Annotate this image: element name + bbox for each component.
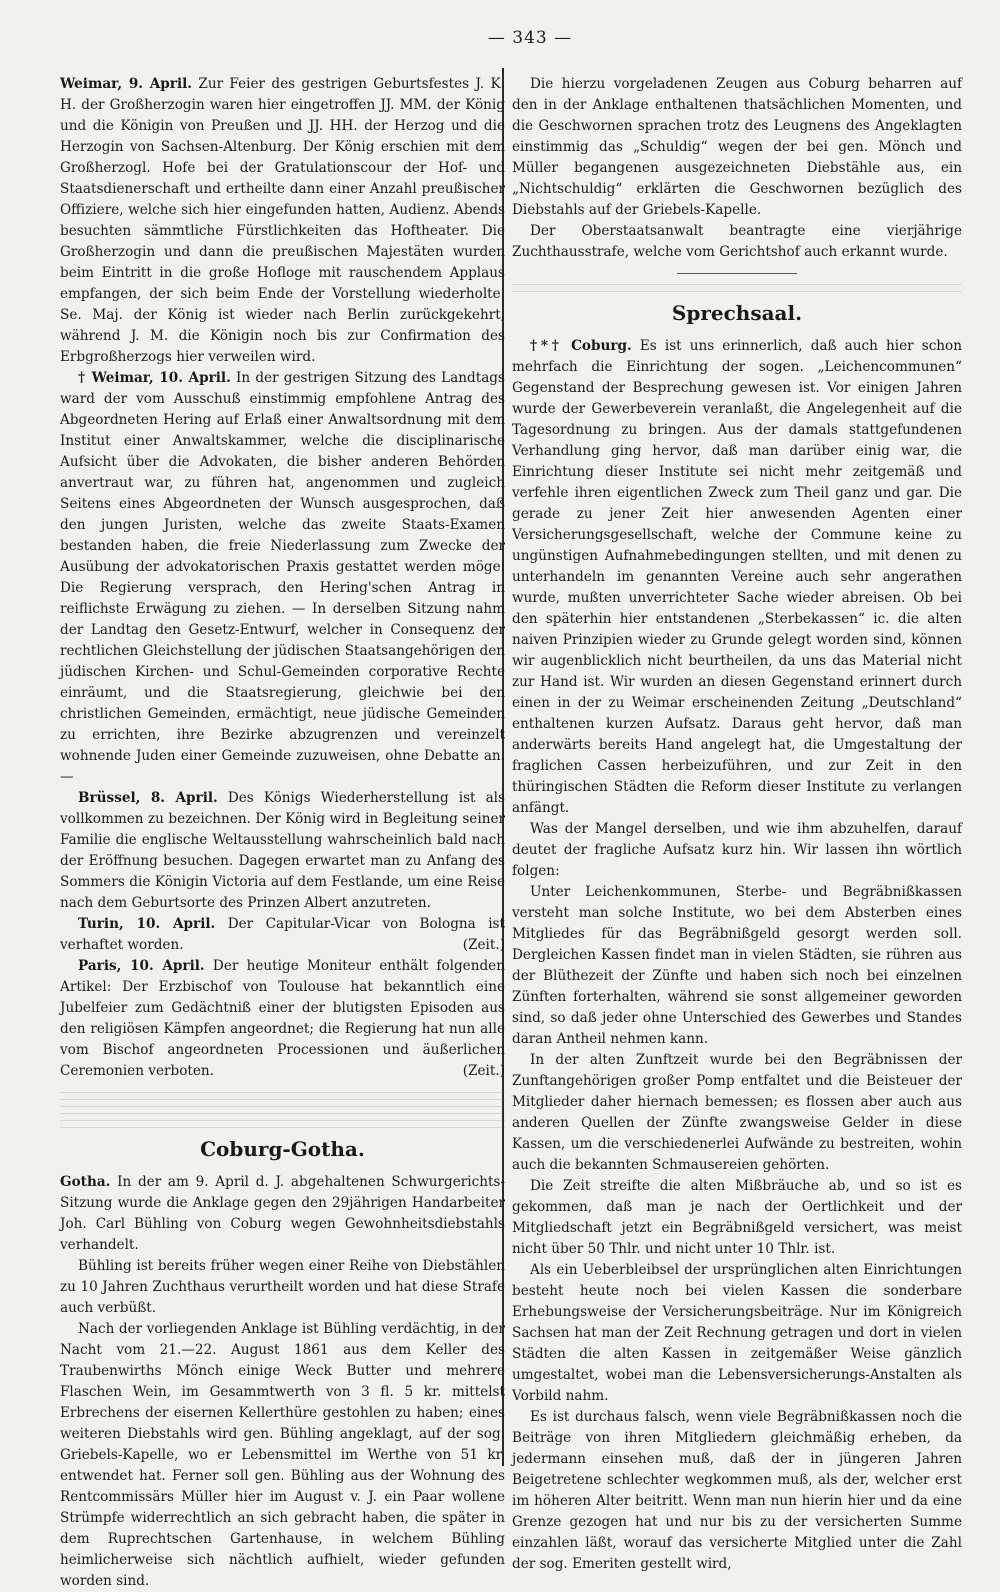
article-gotha	[60, 1172, 505, 1256]
dateline: Paris, 10. April.	[78, 958, 205, 974]
paragraph: Nach der vorliegenden Anklage ist Bühling verdächtig, in der Nacht vom 21.—22. August 1861 aus dem Keller des Traubenwirths Mönch einige Weck Butter und mehrere Flaschen Wein, im Gesammtwerth von 3 fl. 5 kr. mittelst Erbrechens der eisernen Kellerthüre gestohlen zu haben; eines weiteren Diebstahls wird gen. Bühling angeklagt, auf der sog. Griebels-Kapelle, wo er Lebensmittel im Werthe von 51 kr. entwendet hat. Ferner soll gen. Bühling aus der Wohnung des Rentcommissärs Müller hier im August v. J. ein Paar wollene Strümpfe widerrechtlich an sich gebracht haben, die später in dem Ruprechtschen Gartenhause, in welchem Bühling heimlicherweise sich nächtlich aufhielt, wieder gefunden worden sind.	[60, 1321, 505, 1589]
article-text: Zur Feier des gestrigen Geburtsfestes J. K. H. der Großherzogin waren hier eingetroffen JJ. MM. der König und die Königin von Preußen und JJ. HH. der Herzog und die Herzogin von Sachsen-Altenburg. Der König erschien mit dem Großherzogl. Hofe bei der Gratulationscour der Hof- und Staatsdienerschaft und ertheilte dann einer Anzahl preußischer Offiziere, welche sich hier eingefunden hatten, Audienz. Abends besuchten sämmtliche Fürstlichkeiten das Hoftheater. Die Großherzogin und dann die preußischen Majestäten wurden beim Eintritt in die große Hofloge mit rauschendem Applaus empfangen, der sich beim Ende der Vorstellung wiederholte. Se. Maj. der König ist wieder nach Berlin zurückgekehrt, während J. M. die Königin noch bis zur Confirmation des Erbgroßherzogs hier verweilen wird.	[60, 76, 505, 365]
article-text: Der Capitular-Vicar von Bologna ist verhaftet worden.	[60, 916, 505, 953]
paragraph: Die Zeit streifte die alten Mißbräuche ab, und so ist es gekommen, daß man je nach der Oertlichkeit und der Mitgliedschaft jetzt ein Begräbnißgeld versichert, was meist nicht über 50 Thlr. und nicht unter 10 Thlr. ist.	[512, 1178, 962, 1257]
paragraph: Als ein Ueberbleibsel der ursprünglichen alten Einrichtungen besteht heute noch bei vielen Kassen die sonderbare Erhebungsweise der Versicherungsbeiträge. Nur im Königreich Sachsen hat man der Zeit Rechnung getragen und dort in vielen Städten die alten Kassen in zeitgemäßer Weise gänzlich umgestaltet, wobei man die Lebensversicherungs-Anstalten als Vorbild nahm.	[512, 1262, 962, 1404]
article-text: Der heutige Moniteur enthält folgenden Artikel: Der Erzbischof von Toulouse hat bekanntlich eine Jubelfeier zum Gedächtniß einer der blutigsten Episoden aus den religiösen Kämpfen angeordnet; die Regierung hat nun alle vom Bischof angeordneten Processionen und äußerlichen Ceremonien verboten.	[60, 958, 505, 1079]
article-turin	[60, 914, 505, 956]
paragraph: Es ist durchaus falsch, wenn viele Begräbnißkassen noch die Beiträge von ihren Mitgliedern gleichmäßig erheben, da jedermann einsehen muß, daß der in jüngeren Jahren Beigetretene schlechter wegkommen muß, als der, welcher erst im höheren Alter beitritt. Wenn man nun hierin hier und da eine Grenze gezogen hat und nur bis zu der versicherten Summe einzahlen läßt, worauf das versicherte Mitglied unter die Zahl der sog. Emeriten gestellt wird,	[512, 1409, 962, 1572]
paragraph: Bühling ist bereits früher wegen einer Reihe von Diebstählen zu 10 Jahren Zuchthaus verurtheilt worden und hat diese Strafe auch verbüßt.	[60, 1258, 505, 1316]
right-column	[512, 74, 962, 1575]
article-coburg-leichencommunen	[512, 336, 962, 819]
paragraph: Was der Mangel derselben, und wie ihm abzuhelfen, darauf deutet der fragliche Aufsatz kurz hin. Wir lassen ihn wörtlich folgen:	[512, 821, 962, 879]
source-note: (Zeit.)	[462, 1063, 505, 1079]
article-text: Es ist uns erinnerlich, daß auch hier schon mehrfach die Einrichtung der sogen. „Leichencommunen“ Gegenstand der Besprechung gewesen ist. Vor einigen Jahren wurde der Gewerbeverein veranlaßt, die Angelegenheit auf die Tagesordnung zu bringen. Aus der damals stattgefundenen Verhandlung ging hervor, daß man darüber einig war, die Einrichtung dieser Institute sei nicht mehr zeitgemäß und verfehle ihren eigentlichen Zweck zum Theil ganz und gar. Die gerade zu jener Zeit hier anwesenden Agenten einer Versicherungsgesellschaft, welche der Commune keine zu ungünstigen Aufnahmebedingungen stellten, und mit denen zu unterhandeln im genannten Vereine auch sehr angerathen wurde, mußten unverrichteter Sache wieder abreisen. Ob bei den späterhin hier entstandenen „Sterbekassen“ ic. die alten naiven Prinzipien wieder zu Grunde gelegt worden sind, können wir augenblicklich nicht beurtheilen, da uns das Material nicht zur Hand ist. Wir wurden an diesen Gegenstand erinnert durch einen in der zu Weimar erscheinenden Zeitung „Deutschland“ enthaltenen kurzen Aufsatz. Daraus geht hervor, daß man anderwärts bereits Hand angelegt hat, die Umgestaltung der fraglichen Cassen herbeizuführen, und zur Zeit in den thüringischen Städten die Reform dieser Institute zu verlangen anfängt.	[512, 338, 962, 816]
article-weimar-9-april	[60, 74, 505, 368]
dateline: Gotha.	[60, 1174, 111, 1190]
left-column	[60, 74, 505, 1592]
dateline: Weimar, 9. April.	[60, 76, 193, 92]
paragraph: Unter Leichenkommunen, Sterbe- und Begräbnißkassen versteht man solche Institute, wo bei dem Absterben eines Mitgliedes für das Begräbnißgeld gesorgt werden soll. Dergleichen Kassen findet man in vielen Städten, sie rühren aus der Blüthezeit der Zünfte und haben sich noch bei einzelnen Zünften forterhalten, während sie sonst allgemeiner geworden sind, so daß jeder ohne Unterschied des Gewerbes und Standes daran Antheil nehmen kann.	[512, 884, 962, 1047]
dateline: Turin, 10. April.	[78, 916, 216, 932]
section-divider	[677, 273, 797, 274]
article-weimar-10-april	[60, 368, 505, 788]
article-text: In der am 9. April d. J. abgehaltenen Schwurgerichts-Sitzung wurde die Anklage gegen den 29jährigen Handarbeiter Joh. Carl Bühling von Coburg wegen Gewohnheitsdiebstahls verhandelt.	[60, 1174, 505, 1253]
paragraph: Die hierzu vorgeladenen Zeugen aus Coburg beharren auf den in der Anklage enthaltenen thatsächlichen Momenten, und die Geschwornen sprachen trotz des Leugnens des Angeklagten einstimmig das „Schuldig“ wegen der bei gen. Mönch und Müller begangenen ausgezeichneten Diebstähle aus, ein „Nichtschuldig“ erklärten die Geschwornen bezüglich des Diebstahls auf der Griebels-Kapelle.	[512, 76, 962, 218]
source-note: (Zeit.)	[462, 937, 505, 953]
article-bruessel	[60, 788, 505, 914]
page-number: — 343 —	[487, 28, 573, 48]
paragraph: In der alten Zunftzeit wurde bei den Begräbnissen der Zunftangehörigen großer Pomp entfaltet und die Beisteuer der Mitglieder daher hiernach bemessen; es flossen aber auch aus anderen Quellen der Zünfte zwangsweise Gelder in diese Kassen, um die verschiedenerlei Aufwände zu bestreiten, wohin auch die bekannten Schmausereien gehörten.	[512, 1052, 962, 1173]
bleed-through-area	[512, 278, 962, 292]
article-text: Des Königs Wiederherstellung ist als vollkommen zu bezeichnen. Der König wird in Begleitung seiner Familie die englische Weltausstellung wahrscheinlich bald nach der Eröffnung besuchen. Dagegen erwartet man zu Anfang des Sommers die Königin Victoria auf dem Festlande, um eine Reise nach dem Geburtsorte des Prinzen Albert anzutreten.	[60, 790, 505, 911]
bleed-through-area	[60, 1086, 505, 1128]
article-text: In der gestrigen Sitzung des Landtags ward der vom Ausschuß einstimmig empfohlene Antrag des Abgeordneten Hering auf Erlaß einer Anwaltsordnung mit dem Institut einer Anwaltskammer, welche die disciplinarische Aufsicht über die Advokaten, die bisher anderen Behörden anvertraut war, zu führen hat, angenommen und zugleich Seitens eines Abgeordneten der Wunsch ausgesprochen, daß den jungen Juristen, welche das zweite Staats-Examen bestanden haben, die freie Niederlassung zum Zwecke der Ausübung der advokatorischen Praxis gestattet werden möge. Die Regierung versprach, den Hering'schen Antrag in reiflichste Erwägung zu ziehen. — In derselben Sitzung nahm der Landtag den Gesetz-Entwurf, welcher in Consequenz der rechtlichen Gleichstellung der jüdischen Staatsangehörigen den jüdischen Kirchen- und Schul-Gemeinden corporative Rechte einräumt, und die Staatsregierung, gleichwie bei den christlichen Gemeinden, ermächtigt, neue jüdische Gemeinden zu errichten, ihre Bezirke abzugrenzen und vereinzelt wohnende Juden einer Gemeinde zuzuweisen, ohne Debatte an. —	[60, 370, 505, 785]
dateline: †*† Coburg.	[530, 338, 632, 354]
dateline: Brüssel, 8. April.	[78, 790, 218, 806]
paragraph: Der Oberstaatsanwalt beantragte eine vierjährige Zuchthausstrafe, welche vom Gerichtshof auch erkannt wurde.	[512, 223, 962, 260]
section-heading-coburg-gotha: Coburg-Gotha.	[200, 1137, 365, 1161]
article-paris	[60, 956, 505, 1082]
section-heading-sprechsaal: Sprechsaal.	[671, 301, 803, 325]
dateline: † Weimar, 10. April.	[78, 370, 231, 386]
